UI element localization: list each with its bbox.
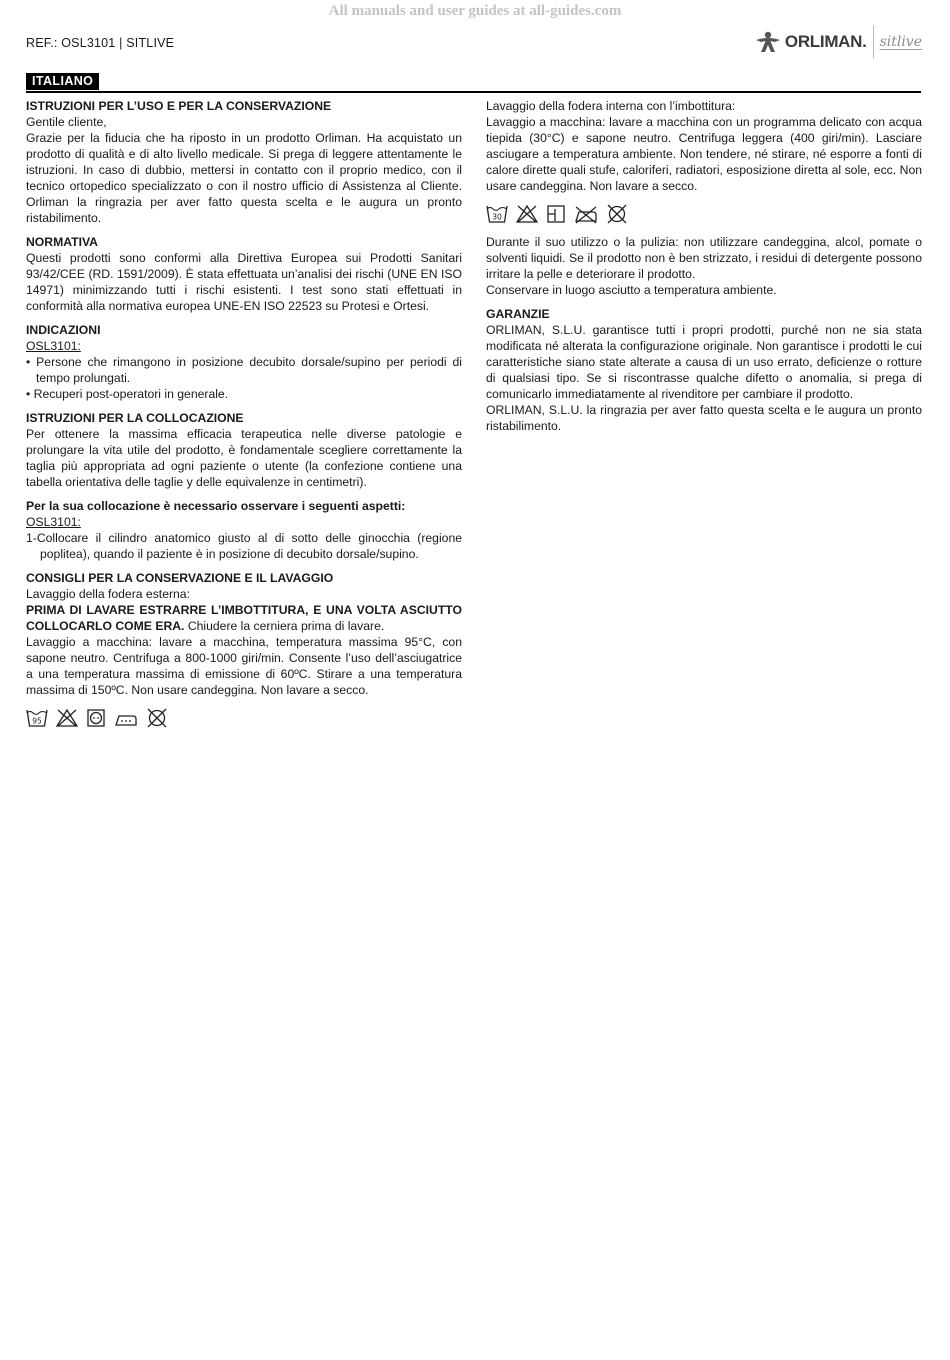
- lavaggio-intro: Lavaggio della fodera esterna:: [26, 587, 190, 601]
- instructions-title: ISTRUZIONI PER L’USO E PER LA CONSERVAZIONE: [26, 99, 332, 113]
- lavaggio-title: CONSIGLI PER LA CONSERVAZIONE E IL LAVAGGIO: [26, 571, 334, 585]
- normativa-body: Questi prodotti sono conformi alla Direttiva Europea sui Prodotti Sanitari 93/42/CEE (RD. 1591/2009). È stata effettuata un’analisi dei rischi (UNE EN ISO 14971) minimizzando tutti i rischi esistenti. I test sono stati effettuati in conformità alla normativa europea UNE-EN ISO 22523 su Protesi e Ortesi.: [26, 251, 462, 313]
- watermark: All manuals and user guides at all-guides.com: [328, 3, 622, 19]
- indicazioni-ref: OSL3101:: [26, 339, 81, 353]
- orliman-figure-icon: [755, 31, 781, 53]
- wash-temp: 30: [492, 212, 502, 222]
- language-bar: [26, 72, 921, 93]
- inner-body: Lavaggio a macchina: lavare a macchina con un programma delicato con acqua tiepida (30°C) e sapone neutro. Centrifuga leggera (400 giri/min). Lasciare asciugare a temperatura ambiente. Non tendere, né stirare, né esporre a fonti di calore dirette quali stufe, caloriferi, radiatori, esposizione diretta al sole, ecc. Non usare candeggina. Non lavare a secco.: [486, 115, 922, 193]
- indicazioni-section: [26, 322, 462, 402]
- lavaggio-section: [26, 570, 462, 728]
- no-bleach-icon: [56, 708, 78, 728]
- lavaggio-body: Lavaggio a macchina: lavare a macchina, temperatura massima 95°C, con sapone neutro. Centrifuga a 800-1000 giri/min. Consente l’uso dell’asciugatrice a una temperatura massima di emissione di 60ºC. Stirare a una temperatura massima di 150ºC. Non usare candeggina. Non lavare a secco.: [26, 635, 462, 697]
- list-item: • Recuperi post-operatori in generale.: [26, 387, 229, 401]
- indicazioni-title: INDICAZIONI: [26, 323, 101, 337]
- no-dry-clean-icon: [146, 708, 168, 728]
- brand-name: ORLIMAN.: [784, 32, 867, 51]
- storage-note: Conservare in luogo asciutto a temperatura ambiente.: [486, 283, 777, 297]
- warning-rest: Chiudere la cerniera prima di lavare.: [184, 619, 385, 633]
- collocazione-subtitle: Per la sua collocazione è necessario osservare i seguenti aspetti:: [26, 499, 406, 513]
- no-iron-icon: [574, 204, 598, 224]
- collocazione-title: ISTRUZIONI PER LA COLLOCAZIONE: [26, 411, 244, 425]
- care-icons-outer: [26, 708, 462, 728]
- instructions-body: Grazie per la fiducia che ha riposto in un prodotto Orliman. Ha acquistato un prodotto di qualità e di alto livello medicale. Si prega di leggere attentamente le istruzioni. In caso di dubbio, mettersi in contatto con il proprio medico, con il tecnico ortopedico specializzato o con il nostro ufficio di Assistenza al Cliente. Orliman la ringrazia per aver fatto questa scelta e le augura un pronto ristabilimento.: [26, 131, 462, 225]
- garanzie-title: GARANZIE: [486, 307, 550, 321]
- dry-flat-icon: [546, 204, 566, 224]
- warning-bold: PRIMA DI LAVARE ESTRARRE L’IMBOTTITURA, E UNA VOLTA ASCIUTTO COLLOCARLO COME ERA.: [26, 603, 462, 633]
- care-icons-inner: [486, 204, 922, 224]
- tumble-dry-icon: [86, 708, 106, 728]
- no-bleach-icon: [516, 204, 538, 224]
- collocazione-body: Per ottenere la massima efficacia terapeutica nelle diverse patologie e prolungare la vita utile del prodotto, è fondamentale scegliere correttamente la taglia più appropriata ad ogni paziente o utente (la confezione contiene una tabella orientativa delle taglie y delle equivalenze in centimetri).: [26, 427, 462, 489]
- normativa-title: NORMATIVA: [26, 235, 98, 249]
- lavaggio-warning: [26, 602, 462, 634]
- collocazione-section: [26, 410, 462, 562]
- list-item: • Persone che rimangono in posizione decubito dorsale/supino per periodi di tempo prolungati.: [26, 355, 462, 385]
- product-reference: REF.: OSL3101 | SITLIVE: [26, 36, 175, 50]
- garanzie-section: [486, 306, 922, 434]
- normativa-section: [26, 234, 462, 314]
- no-dry-clean-icon: [606, 204, 628, 224]
- collocazione-step: 1-Collocare il cilindro anatomico giusto al di sotto delle ginocchia (regione poplitea), quando il paziente è in posizione di decubito dorsale/supino.: [26, 531, 462, 561]
- orliman-logo: [755, 23, 922, 61]
- wash-30-icon: [486, 204, 508, 224]
- greeting: Gentile cliente,: [26, 115, 107, 129]
- iron-icon: [114, 708, 138, 728]
- sub-brand: sitlive: [879, 34, 922, 50]
- garanzie-closing: ORLIMAN, S.L.U. la ringrazia per aver fatto questa scelta e le augura un pronto ristabilimento.: [486, 403, 922, 433]
- garanzie-body: ORLIMAN, S.L.U. garantisce tutti i propri prodotti, purché non ne sia stata modificata né alterata la configurazione originale. Non garantisce i prodotti le cui caratteristiche siano state alterate a causa di un uso errato, deficienze o rotture di qualsiasi tipo. Se si riscontrasse qualche difetto o anomalia, si prega di comunicarlo immediatamente al rivenditore per cambiare il prodotto.: [486, 323, 922, 401]
- left-column: [26, 98, 462, 734]
- wash-95-icon: [26, 708, 48, 728]
- right-column: [486, 98, 922, 434]
- usage-body: Durante il suo utilizzo o la pulizia: non utilizzare candeggina, alcol, pomate o solventi liquidi. Se il prodotto non è ben strizzato, i residui di detergente possono irritare la pelle e deteriorare il prodotto.: [486, 235, 922, 281]
- inner-intro: Lavaggio della fodera interna con l’imbottitura:: [486, 99, 736, 113]
- collocazione-ref: OSL3101:: [26, 515, 81, 529]
- language-label: ITALIANO: [26, 73, 99, 90]
- logo-divider: [873, 25, 874, 59]
- wash-temp: 95: [32, 716, 42, 726]
